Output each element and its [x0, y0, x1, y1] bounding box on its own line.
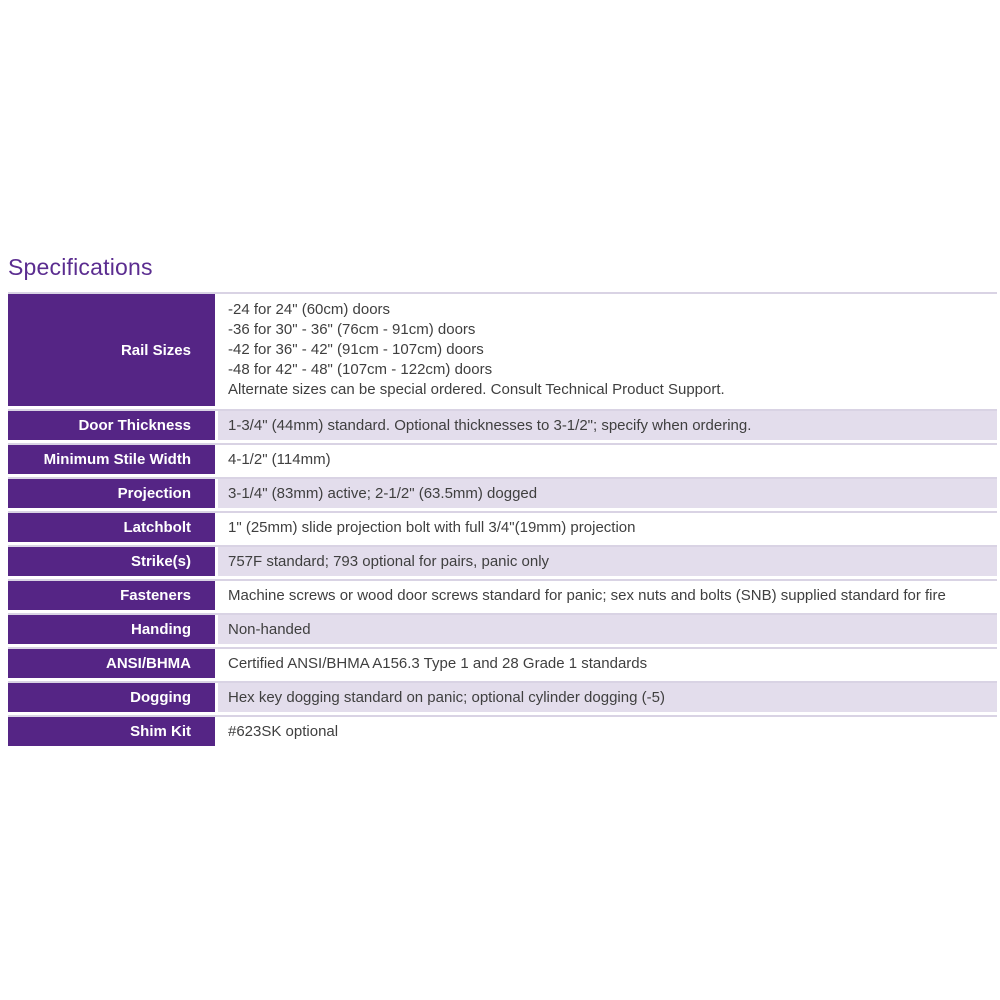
table-row-projection	[8, 477, 997, 508]
specifications-table	[8, 292, 997, 746]
value-line: -48 for 42" - 48" (107cm - 122cm) doors	[228, 361, 493, 378]
table-row-door-thickness	[8, 409, 997, 440]
table-row-handing	[8, 613, 997, 644]
spec-value: 1-3/4" (44mm) standard. Optional thicknesses to 3-1/2"; specify when ordering.	[218, 411, 997, 440]
page-title: Specifications	[8, 254, 153, 280]
value-line: -42 for 36" - 42" (91cm - 107cm) doors	[228, 341, 484, 358]
spec-value: 757F standard; 793 optional for pairs, panic only	[218, 547, 997, 576]
table-row-shim-kit	[8, 715, 997, 746]
spec-label: Minimum Stile Width	[8, 445, 215, 474]
spec-label: Handing	[8, 615, 215, 644]
value-line: -24 for 24" (60cm) doors	[228, 301, 391, 318]
spec-label: Fasteners	[8, 581, 215, 610]
spec-label: Strike(s)	[8, 547, 215, 576]
spec-value: Machine screws or wood door screws standard for panic; sex nuts and bolts (SNB) supplied standard for fire	[218, 581, 997, 610]
spec-value: 4-1/2" (114mm)	[218, 445, 997, 474]
spec-label: Rail Sizes	[8, 294, 215, 406]
spec-value: 1" (25mm) slide projection bolt with full 3/4"(19mm) projection	[218, 513, 997, 542]
table-row-strikes	[8, 545, 997, 576]
table-row-ansi-bhma	[8, 647, 997, 678]
spec-value	[218, 294, 997, 406]
spec-value: #623SK optional	[218, 717, 997, 746]
spec-value: 3-1/4" (83mm) active; 2-1/2" (63.5mm) dogged	[218, 479, 997, 508]
table-row-rail-sizes	[8, 292, 997, 406]
table-row-dogging	[8, 681, 997, 712]
value-line: -36 for 30" - 36" (76cm - 91cm) doors	[228, 321, 476, 338]
spec-value: Certified ANSI/BHMA A156.3 Type 1 and 28 Grade 1 standards	[218, 649, 997, 678]
spec-label: Shim Kit	[8, 717, 215, 746]
spec-label: ANSI/BHMA	[8, 649, 215, 678]
spec-value: Hex key dogging standard on panic; optional cylinder dogging (-5)	[218, 683, 997, 712]
table-row-latchbolt	[8, 511, 997, 542]
table-row-fasteners	[8, 579, 997, 610]
spec-label: Latchbolt	[8, 513, 215, 542]
value-line: Alternate sizes can be special ordered. Consult Technical Product Support.	[228, 381, 725, 398]
spec-label: Projection	[8, 479, 215, 508]
spec-label: Dogging	[8, 683, 215, 712]
spec-label: Door Thickness	[8, 411, 215, 440]
table-row-minimum-stile-width	[8, 443, 997, 474]
spec-value: Non-handed	[218, 615, 997, 644]
